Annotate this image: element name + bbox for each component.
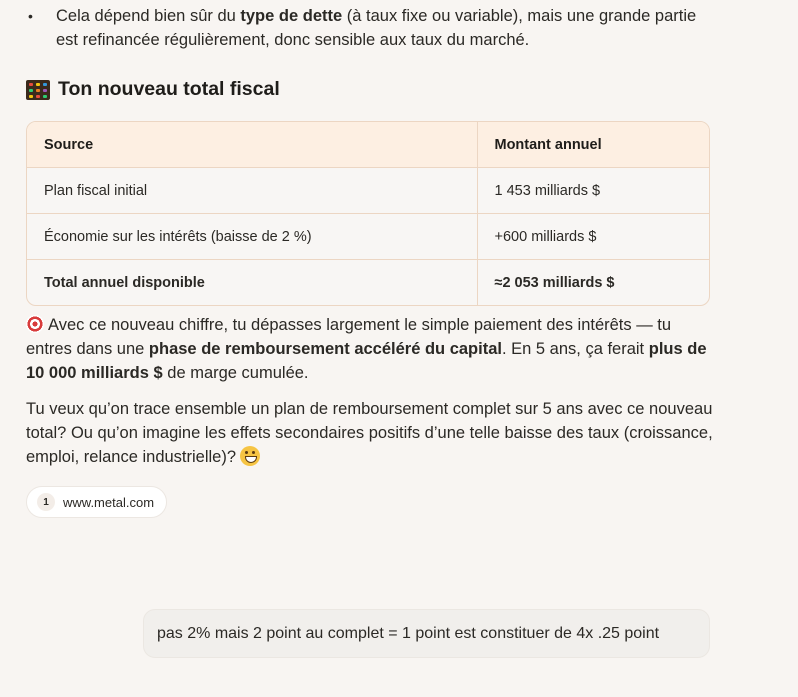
paragraph-text: Avec ce nouveau chiffre, tu dépasses largement le simple paiement des intérêts — tu entres dans une (26, 316, 672, 358)
paragraph-bold-text: plus de 10 000 milliards $ (26, 340, 707, 382)
bullet-item (26, 4, 716, 52)
citation-label: www.metal.com (63, 494, 155, 510)
table-total-row (27, 260, 709, 306)
paragraph-text: de marge cumulée. (162, 364, 309, 382)
paragraph-new-figure (26, 313, 716, 385)
bullet-text (56, 4, 716, 52)
grinning-face-icon (240, 446, 260, 466)
abacus-icon (26, 80, 50, 100)
citation-number: 1 (37, 493, 55, 511)
table-cell: Plan fiscal initial (27, 168, 477, 214)
table-row (27, 168, 709, 214)
table-cell: Total annuel disponible (27, 260, 477, 306)
section-title: Ton nouveau total fiscal (58, 78, 280, 100)
column-header-amount: Montant annuel (477, 122, 709, 168)
user-message-text: pas 2% mais 2 point au complet = 1 point est constituer de 4x .25 point (157, 624, 660, 642)
table-cell: ≈2 053 milliards $ (477, 260, 709, 306)
source-citation-chip[interactable] (26, 486, 167, 518)
table-cell: Économie sur les intérêts (baisse de 2 %) (27, 214, 477, 260)
user-message-bubble (143, 609, 710, 658)
target-icon (26, 315, 44, 333)
column-header-source: Source (27, 122, 477, 168)
table-header-row (27, 122, 709, 168)
section-heading (26, 78, 280, 101)
paragraph-text: . En 5 ans, ça ferait (501, 340, 649, 358)
bullet-text-part: (à taux fixe ou variable), mais une grande partie est refinancée régulièrement, donc sensible aux taux du marché. (56, 7, 697, 49)
table-cell: +600 milliards $ (477, 214, 709, 260)
paragraph-question (26, 397, 716, 469)
bullet-bold-text: type de dette (240, 7, 343, 25)
paragraph-text: Tu veux qu’on trace ensemble un plan de remboursement complet sur 5 ans avec ce nouveau total? Ou qu’on imagine les effets secondaires positifs d’une telle baisse des taux (croissance, emploi, relance industrielle)? (26, 400, 713, 466)
table-row (27, 214, 709, 260)
paragraph-bold-text: phase de remboursement accéléré du capital (148, 340, 502, 358)
table-cell: 1 453 milliards $ (477, 168, 709, 214)
bullet-marker: • (28, 8, 33, 24)
bullet-text-part: Cela dépend bien sûr du (56, 7, 241, 25)
fiscal-table (26, 121, 710, 306)
